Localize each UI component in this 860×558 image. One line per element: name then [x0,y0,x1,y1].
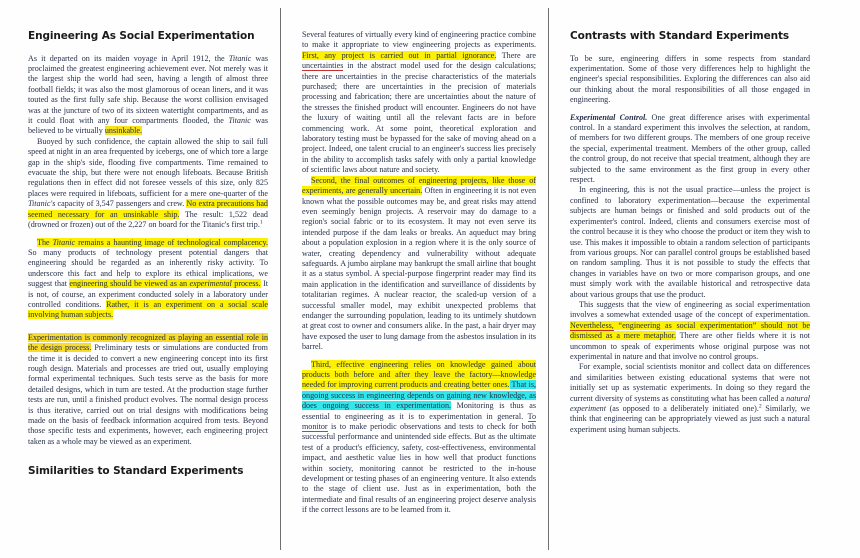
paragraph-to-be-sure: To be sure, engineering differs in some respects from standard experimentation. Some of those very differences help to highlight the engineer's special responsibilities. Exploring the differences can also aid our thinking about the moral responsibilities of all those engaged in engineering. [570,53,810,105]
paragraph-titanic-intro [28,54,268,137]
heading-contrasts: Contrasts with Standard Experiments [570,30,790,42]
paragraph-spacer [302,353,536,360]
italic-titanics: Titanic's [28,199,56,209]
highlight-unsinkable: unsinkable. [104,126,142,136]
paragraph-lifeboats [28,137,268,231]
left-column [28,30,280,548]
heading-similarities: Similarities to Standard Experiments [28,465,244,478]
underline-uncertainties: uncertainties [302,61,344,71]
highlight-social-scale: Rather, it is an experiment on a social scale involving human subjects. [28,299,268,320]
text-run: Preliminary tests or simulations are conducted from the time it is decided to convert a new engineering concept into its first rough design. Materials and processes are tried out, usually employing formal experimental techniques. Such tests serve as the basis for more detailed designs, which in turn are tested. At the production stage further tests are run, until a finished product evolves. The normal design process is thus iterative, carried out on trial designs with modifications being made on the basis of feedback information acquired from tests. Beyond those specific tests and experiments, however, each engineering project taken as a whole may be viewed as an experiment. [28,343,268,446]
highlight-process: process. [231,279,261,289]
text-run: (as opposed to a deliberately initiated one). [605,404,759,413]
highlight-titanic-complacency-a: The [37,237,53,247]
paragraph-spacer [570,106,810,113]
italic-titanic: Titanic [228,53,252,63]
highlight-experimental-italic: experimental [189,279,232,289]
run-in-heading-experimental-control: Experimental Control. [570,112,648,122]
paragraph-knowledge-monitoring [302,360,536,516]
text-run: was believed to be virtually [28,116,268,136]
highlight-third-effective-engineering: Third, effective engineering relies on knowledge gained about products both before and after they leave the factory—knowledge needed for improving current products and creating better ones. [302,359,536,390]
text-run: This suggests that the view of engineering as social experimentation involves a somewhat extended usage of the concept of experimentation. [570,299,810,320]
paragraph-natural-experiment [570,362,810,435]
paragraph-partial-ignorance [302,30,536,176]
text-run: is to make periodic observations and tests to check for both successful performance and unintended side effects. But as the ultimate test of a product's efficiency, safety, cost-effectiveness, environmental impact, and aesthetic value lies in how well that product functions within society, monitoring cannot be restricted to the in-house development or testing phases of an engineering venture. It also extends to the stage of client use. Just as in experimentation, both the intermediate and final results of an engineering project deserve analysis if the correct lessons are to be learned from it. [302,422,536,515]
text-run: was proclaimed the greatest engineering achievement ever. Not merely was it the largest ship the world had seen, having a length of almost three football fields; it was also the most glamorous of ocean liners, and it was touted as the first fully safe ship. Because the worst collision envisaged was at the juncture of two of its sixteen watertight compartments, and as it could float with any four compartments flooded, the [28,53,268,126]
paragraph-extended-usage [570,300,810,362]
paragraph-experimental-control [570,113,810,186]
paragraph-spacer [28,321,268,333]
middle-column [280,30,548,548]
italic-titanic: Titanic [228,116,251,126]
highlight-titanic-complacency-b: remains a haunting image of technological complacency. [75,237,268,247]
highlight-first-partial-ignorance: First, any project is carried out in partial ignorance. [302,50,497,60]
highlight-ongoing-success-cyan: That is, ongoing success in engineering depends on gaining new knowledge, as does ongoing success in experimentation. [302,380,537,411]
text-run: in the abstract model used for the design calculations; there are uncertainties in the precise characteristics of the materials purchased; there are uncertainties in the precision of materials processing and fabrication; there are uncertainties about the nature of the stresses the finished product will encounter. Engineers do not have the luxury of waiting until all the relevant facts are in before commencing work. At some point, theoretical exploration and laboratory testing must be bypassed for the sake of moving ahead on a project. Indeed, one talent crucial to an engineer's success lies precisely in the ability to accomplish tasks safely with only a partial knowledge of scientific laws about nature and society. [302,61,536,175]
highlight-engineering-viewed: engineering should be viewed as an [69,279,190,289]
text-run: Buoyed by such confidence, the captain allowed the ship to sail full speed at night in an area frequented by icebergs, one of which tore a large gap in the ship's side, flooding five compartments. Time remained to evacuate the ship, but there were not enough lifeboats. Because British regulations then in effect did not foresee vessels of this size, only 825 places were required in lifeboats, sufficient for a mere one-quarter of the [28,136,268,198]
text-run: As it departed on its maiden voyage in April 1912, the [28,53,229,63]
footnote-marker: 1 [259,219,263,226]
text-run: capacity of 3,547 passengers and crew. [55,199,187,209]
underline-nevertheless: Nevertheless, [570,320,614,330]
italic-natural-experiment: natural experiment [570,393,810,413]
text-run: One great difference arises with experimental control. In a standard experiment this involves the selection, at random, of members for two different groups. The members of one group receive the special, experimental treatment. Members of the other group, called the control group, do not receive that special treatment, although they are subjected to the same environment as the first group in every other respect. [570,112,810,185]
highlight-titanic-italic: Titanic [52,237,76,247]
text-run: For example, social scientists monitor and collect data on differences and similarities between existing educational systems that were not initially set up as systematic experiments. In doing so they regard the current diversity of systems as constituting what has been called a [570,362,810,403]
paragraph-complacency [28,238,268,321]
text-run: There are [496,50,536,60]
highlight-experimentation-essential: Experimentation is commonly recognized as playing an essential role in the design process. [28,332,268,353]
highlight-no-extra-precautions: No extra precautions had seemed necessary for an unsinkable ship. [28,199,268,219]
text-run: Often in engineering it is not even known what the possible outcomes may be, and great risks may attend even seemingly benign projects. A reservoir may do damage to a region's social fabric or to its ecosystem. It may not even serve its intended purpose if the dam leaks or breaks. An aqueduct may bring about a population explosion in a region where it is the only source of water, creating dependency and vulnerability without adequate safeguards. A jumbo airplane may bankrupt the small airline that bought it as a status symbol. A special-purpose fingerprint reader may find its main application in the identification and surveillance of dissidents by totalitarian regimes. A nuclear reactor, the scaled-up version of a successful smaller model, may exhibit unexpected problems that endanger the surrounding population, leading to its untimely shutdown at great cost to owner and consumers alike. In the past, a hair dryer may have exposed the user to lung damage from the asbestos insulation in its barrel. [302,186,537,352]
highlight-second-uncertain-outcomes: Second, the final outcomes of engineering projects, like those of experiments, are generally uncertain. [302,175,536,196]
paragraph-design-process [28,333,268,447]
text-run: There are other fields where it is not uncommon to speak of experiments whose original purpose was not experimental in nature and that involve no control groups. [570,331,810,361]
text-run: The result: 1,522 dead (drowned or frozen) out of the 2,227 on board for the Titanic's first trip. [28,209,268,230]
underline-to-monitor: To monitor [302,411,536,432]
text-run: Similarly, we think that engineering can be appropriately viewed as just such a natural experiment using human subjects. [570,404,811,434]
paragraph-spacer [28,231,268,238]
text-run: It is not, of course, an experiment conducted solely in a laboratory under controlled conditions. [28,279,269,309]
highlight-not-mere-metaphor: “engineering as social experimentation” should not be dismissed as a mere metaphor. [570,320,810,341]
footnote-marker: 2 [758,403,762,410]
text-run: Several features of virtually every kind of engineering practice combine to make it appropriate to view engineering projects as experiments. [302,30,536,50]
paragraph-engineering-not-usual: In engineering, this is not the usual practice—unless the project is confined to laboratory experimentation—because the experimental subjects are human beings or finished and sold products out of the experimenter's control. Indeed, clients and consumers exercise most of the control because it is they who choose the product or item they wish to use. This makes it impossible to obtain a random selection of participants from various groups. Nor can parallel control groups be established based on random sampling. Thus it is not possible to study the effects that changes in variables have on two or more comparison groups, and one must simply work with the available historical and retrospective data about various groups that use the product. [570,185,810,299]
text-run: Monitoring is thus as essential to engineering as it is to experimentation in general. [302,401,536,421]
text-run: So many products of technology present potential dangers that engineering should be regarded as an inherently risky activity. To underscore this fact and help to explore its ethical implications, we suggest that [28,247,268,289]
page-title: Engineering As Social Experimentation [28,30,255,42]
paragraph-uncertain-outcomes [302,176,536,353]
right-column [548,30,810,548]
